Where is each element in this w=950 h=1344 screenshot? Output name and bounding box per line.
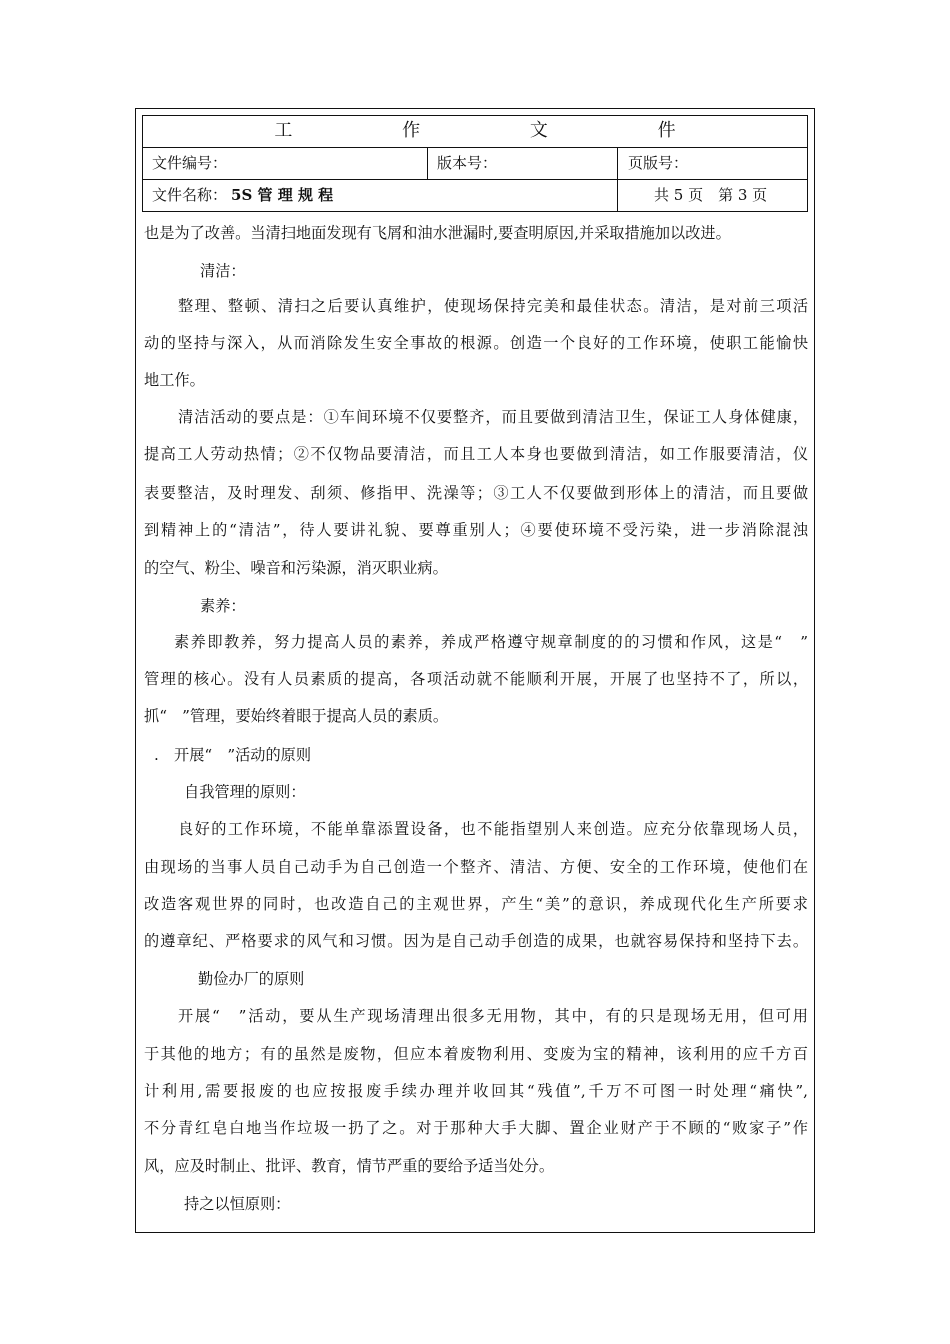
subheading-thrift: 勤俭办厂的原则	[198, 970, 305, 988]
section-heading-principles: . 开展“ ”活动的原则	[154, 746, 312, 764]
subheading-self-management: 自我管理的原则：	[184, 783, 306, 801]
subheading-perseverance: 持之以恒原则：	[184, 1195, 291, 1213]
body-line: 动的坚持与深入，从而消除发生安全事故的根源。创造一个良好的工作环境，使职工能愉快	[144, 334, 808, 352]
body-line: 改造客观世界的同时，也改造自己的主观世界，产生“美”的意识，养成现代化生产所要求	[144, 895, 808, 913]
body-line: 到精神上的“清洁”，待人要讲礼貌、要尊重别人；④要使环境不受污染，进一步消除混浊	[144, 521, 808, 539]
doc-name-cell	[143, 180, 618, 211]
header-name-row	[143, 180, 807, 211]
document-header-table	[142, 115, 808, 212]
body-line: 的遵章纪、严格要求的风气和习惯。因为是自己动手创造的成果，也就容易保持和坚持下去。	[144, 932, 808, 950]
page-count: 共 5 页 第 3 页	[654, 186, 768, 204]
body-line: 素养即教养，努力提高人员的素养，养成严格遵守规章制度的的习惯和作风，这是“ ”	[174, 633, 808, 651]
body-line: 也是为了改善。当清扫地面发现有飞屑和油水泄漏时,要查明原因,并采取措施加以改进。	[144, 224, 731, 242]
doc-name-value: 5S 管 理 规 程	[231, 186, 334, 204]
body-line: 开展“ ”活动，要从生产现场清理出很多无用物，其中，有的只是现场无用，但可用	[178, 1007, 808, 1025]
header-title-row	[143, 116, 807, 148]
section-heading-cleanliness: 清洁：	[200, 262, 246, 280]
body-line: 整理、整顿、清扫之后要认真维护，使现场保持完美和最佳状态。清洁，是对前三项活	[178, 297, 808, 315]
body-line: 抓“ ”管理，要始终着眼于提高人员的素质。	[144, 707, 449, 725]
header-info-row	[143, 148, 807, 180]
body-line: 管理的核心。没有人员素质的提高，各项活动就不能顺利开展，开展了也坚持不了，所以，	[144, 670, 808, 688]
doc-number-label: 文件编号：	[143, 148, 428, 179]
body-line: 良好的工作环境，不能单靠添置设备，也不能指望别人来创造。应充分依靠现场人员，	[178, 820, 808, 838]
body-line: 由现场的当事人员自己动手为自己创造一个整齐、清洁、方便、安全的工作环境，使他们在	[144, 858, 808, 876]
body-line: 表要整洁，及时理发、刮须、修指甲、洗澡等；③工人不仅要做到形体上的清洁，而且要做	[144, 484, 808, 502]
body-line: 不分青红皂白地当作垃圾一扔了之。对于那种大手大脚、置企业财产于不顾的“败家子”作	[144, 1119, 808, 1137]
version-label: 版本号：	[428, 148, 618, 179]
doc-name-label: 文件名称：	[152, 186, 228, 204]
body-line: 计利用,需要报废的也应按报废手续办理并收回其“残值”,千万不可图一时处理“痛快”,	[144, 1082, 808, 1100]
body-line: 风，应及时制止、批评、教育，情节严重的要给予适当处分。	[144, 1157, 555, 1175]
body-line: 于其他的地方；有的虽然是废物，但应本着废物利用、变废为宝的精神，该利用的应千方百	[144, 1045, 808, 1063]
body-line: 清洁活动的要点是：①车间环境不仅要整齐，而且要做到清洁卫生，保证工人身体健康，	[178, 408, 808, 426]
page-version-label: 页版号：	[628, 154, 689, 172]
document-title: 工 作 文 件	[274, 120, 728, 141]
body-line: 的空气、粉尘、噪音和污染源，消灭职业病。	[144, 559, 448, 577]
body-line: 提高工人劳动热情；②不仅物品要清洁，而且工人本身也要做到清洁，如工作服要清洁，仪	[144, 445, 808, 463]
body-line: 地工作。	[144, 371, 205, 389]
section-heading-discipline: 素养：	[200, 597, 246, 615]
